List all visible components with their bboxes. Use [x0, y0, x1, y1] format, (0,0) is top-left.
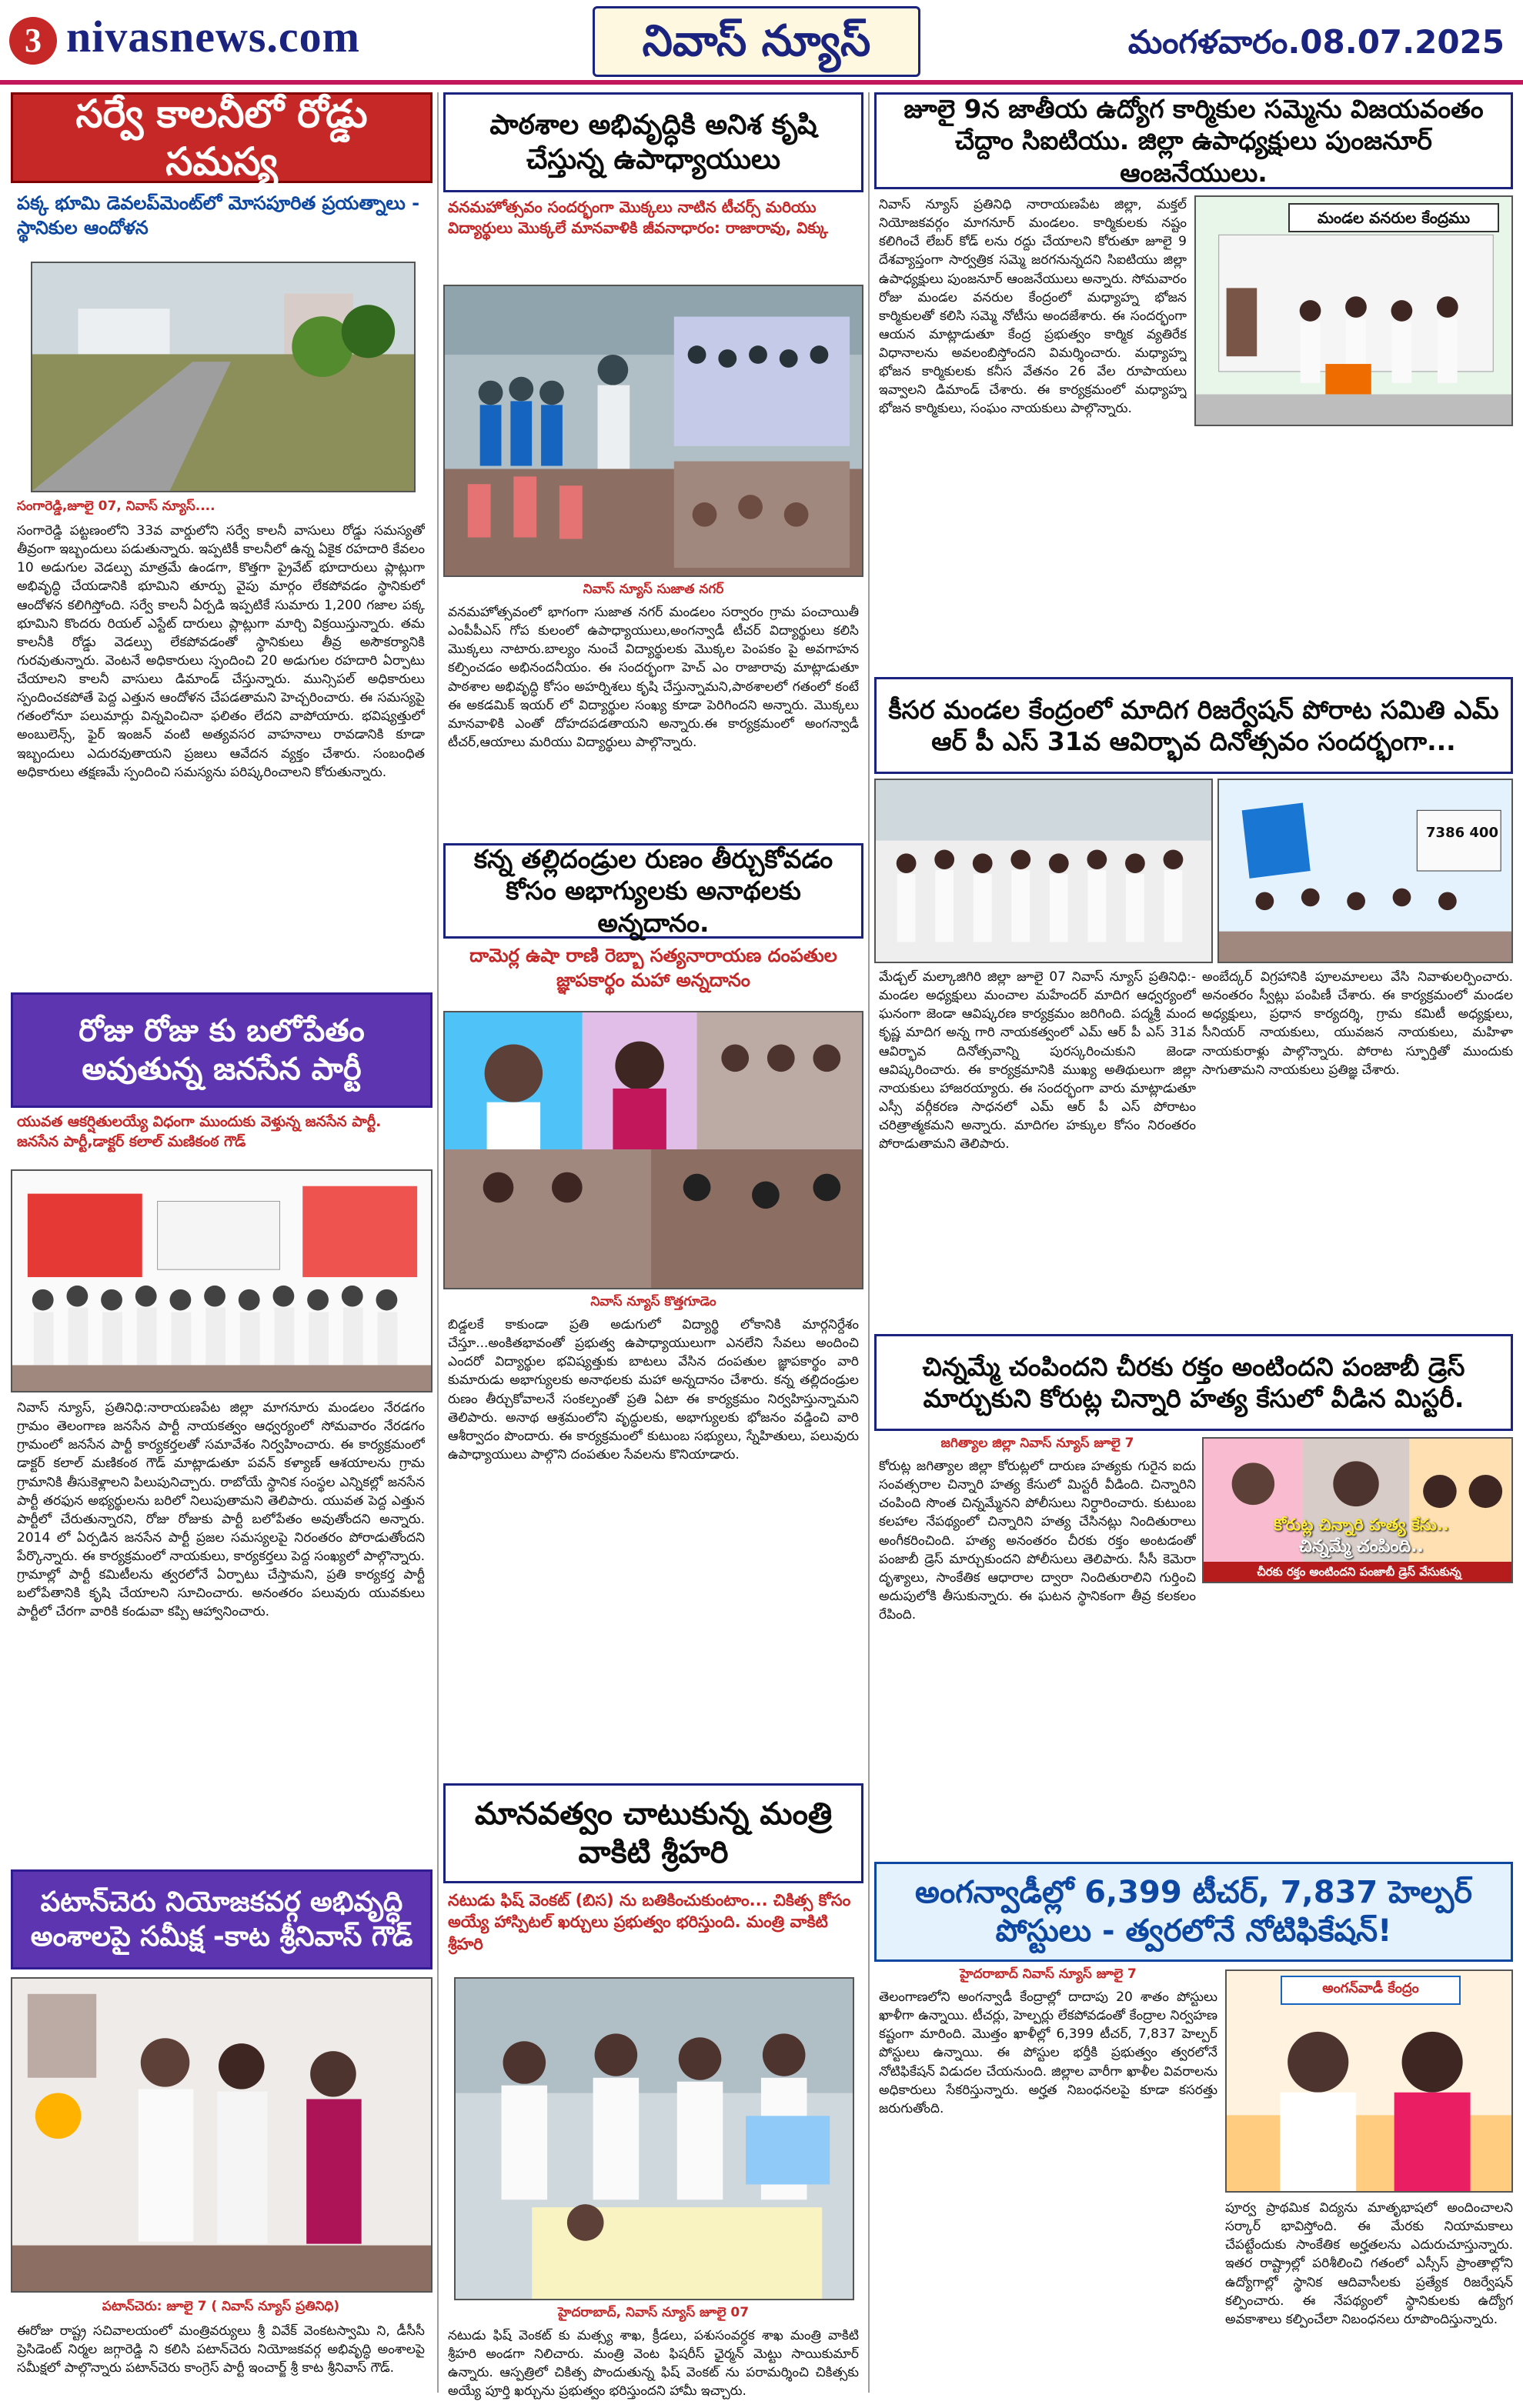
photo-mrps-rally: [1217, 779, 1513, 963]
masthead: [0, 0, 1523, 85]
headline-school-teachers: పాఠశాల అభివృద్ధికి అనిశ కృషి చేస్తున్న ఉపాధ్యాయులు: [443, 92, 863, 192]
dateline-school-teachers: నివాస్ న్యూస్ సుజాత నగర్: [583, 582, 724, 597]
subhead-minister-srihari: నటుడు ఫిష్ వెంకట్ (బిస) ను బతికించుకుంటాం... చికిత్స కోసం అయ్యే హాస్పిటల్ ఖర్చులు ప్రభుత్వం భరిస్తుంది. మంత్రి వాకిటి శ్రీహరి: [448, 1891, 851, 1953]
photo-janasena-rally: [11, 1169, 433, 1392]
headline-janasena: రోజు రోజు కు బలోపేతం అవుతున్న జనసేన పార్టీ: [11, 992, 433, 1108]
article-body-annadanam: బిడ్డలకే కాకుండా ప్రతి అడుగులో విద్యార్థి లోకానికి మార్గనిర్దేశం చేస్తూ...అంకితభావంతో ప్రభుత్వ ఉపాధ్యాయులుగా ఎనలేని సేవలు అందించి ఎందరో విద్యార్థుల భవిష్యత్తుకు బాటలు వేసిన దంపతుల జ్ఞాపకార్థం వారి కుమారుడు అభాగ్యులకు అనాథలకు మహా అన్నదానం చేశారు. కన్న తల్లిదండ్రుల రుణం తీర్చుకోవాలనే సంకల్పంతో ప్రతి ఏటా ఈ కార్యక్రమం నిర్వహిస్తున్నామని తెలిపారు. అనాథ ఆశ్రమంలోని వృద్ధులకు, అభాగ్యులకు భోజనం వడ్డించి వారి ఆశీర్వాదం పొందారు. ఈ కార్యక్రమంలో కుటుంబ సభ్యులు, స్నేహితులు, పలువురు ఉపాధ్యాయులు పాల్గొని దంపతుల సేవలను కొనియాడారు.: [448, 1317, 859, 1462]
subhead-road-problem: పక్క భూమి డెవలప్‌మెంట్‌లో మోసపూరిత ప్రయత్నాలు - స్థానికుల ఆందోళన: [17, 192, 420, 239]
headline-minister-srihari: మానవత్వం చాటుకున్న మంత్రి వాకిటి శ్రీహరి: [443, 1783, 863, 1883]
photo-overlay-dress: చీరకు రక్తం అంటిందని పంజాబీ డ్రెస్ వేసుకున్న: [1204, 1562, 1513, 1582]
photo-mrps-flag-hoisting: [874, 779, 1213, 963]
newspaper-brand-logo: నివాస్ న్యూస్: [593, 6, 920, 77]
photo-koratla-case: [1202, 1437, 1513, 1583]
article-body-janasena: నివాస్ న్యూస్, ప్రతినిధి:నారాయణపేట జిల్లా మాగనూరు మండలం నేరడగం గ్రామం తెలంగాణ జనసేన పార్టీ నాయకత్వం ఆధ్వర్యంలో సోమవారం నేరడగం గ్రామంలో జనసేన పార్టీ కార్యకర్తలతో సమావేశం నిర్వహించారు. ఈ కార్యక్రమంలో డాక్టర్ కలాల్ మణికంఠ గౌడ్ మాట్లాడుతూ పవన్ కళ్యాణ్ ఆశయాలను గ్రామ గ్రామానికి తీసుకెళ్లాలని పిలుపునిచ్చారు. రాబోయే స్థానిక సంస్థల ఎన్నికల్లో జనసేన పార్టీ తరఫున అభ్యర్థులను బరిలో నిలుపుతామని తెలిపారు. యువత పెద్ద ఎత్తున పార్టీలో చేరుతున్నారని, రోజు రోజుకు పార్టీ బలోపేతం అవుతోందని అన్నారు. 2014 లో ఏర్పడిన జనసేన పార్టీ ప్రజల సమస్యలపై నిరంతరం పోరాడుతోందని పేర్కొన్నారు. ఈ కార్యక్రమంలో నాయకులు, కార్యకర్తలు పెద్ద సంఖ్యలో పాల్గొన్నారు. గ్రామాల్లో పార్టీ కమిటీలను త్వరలోనే ఏర్పాటు చేస్తామని, ప్రతి కార్యకర్త పార్టీ బలోపేతానికి కృషి చేయాలని సూచించారు. అనంతరం పలువురు యువకులు పార్టీలో చేరగా వారికి కండువా కప్పి ఆహ్వానించారు.: [17, 1400, 425, 1620]
photo-anganwadi: [1225, 1969, 1513, 2193]
photo-overlay-killed: చిన్నమ్మే చంపింది..: [1299, 1537, 1424, 1556]
article-body-mrps-left: మేడ్చల్ మల్కాజిగిరి జిల్లా జూలై 07 నివాస్ న్యూస్ ప్రతినిధి:-మండల అధ్యక్షులు మంచాల మహేందర్ మాదిగ ఆధ్వర్యంలో ఘనంగా జెండా ఆవిష్కరణ కార్యక్రమం జరిగింది. పద్మశ్రీ మంద కృష్ణ మాదిగ అన్న గారి నాయకత్వంలో ఎమ్ ఆర్ పీ ఎస్ 31వ ఆవిర్భావ దినోత్సవాన్ని పురస్కరించుకుని జెండా ఆవిష్కరించారు. ఈ కార్యక్రమానికి ముఖ్య అతిథులుగా జిల్లా నాయకులు హాజరయ్యారు. ఈ సందర్భంగా వారు మాట్లాడుతూ ఎస్సీ వర్గీకరణ సాధనలో ఎమ్ ఆర్ పీ ఎస్ పోరాటం చరిత్రాత్మకమని అన్నారు. మాదిగల హక్కుల కోసం నిరంతరం పోరాడుతామని తెలిపారు.: [879, 969, 1196, 1152]
photo-school-plantation: [443, 285, 863, 577]
office-signboard: మండల వనరుల కేంద్రము: [1288, 203, 1499, 232]
headline-road-problem: సర్వే కాలనీలో రోడ్డు సమస్య: [11, 92, 433, 183]
headline-strike: జూలై 9న జాతీయ ఉద్యోగ కార్మికుల సమ్మెను విజయవంతం చేద్దాం సిఐటియు. జిల్లా ఉపాధ్యక్షులు పుంజనూర్ ఆంజనేయులు.: [874, 92, 1513, 189]
article-body-mrps-right: అంబేద్కర్ విగ్రహానికి పూలమాలలు వేసి నివాళులర్పించారు. అనంతరం స్వీట్లు పంపిణీ చేశారు. ఈ కార్యక్రమంలో మండల అధ్యక్షులు, ప్రధాన కార్యదర్శి, గ్రామ కమిటీ అధ్యక్షులు, సీనియర్ నాయకులు, యువజన నాయకులు, మహిళా నాయకురాళ్లు పాల్గొన్నారు. పోరాట స్ఫూర్తితో ముందుకు సాగుతామని నాయకులు ప్రతిజ్ఞ చేశారు.: [1202, 969, 1513, 1078]
column-divider: [437, 92, 439, 2393]
article-body-patancheru: ఈరోజు రాష్ట్ర సచివాలయంలో మంత్రివర్యులు శ్రీ వివేక్ వెంకటస్వామి ని, డీసీసీ ప్రెసిడెంట్ నిర్మల జగ్గారెడ్డి ని కలిసి పటాన్‌చెరు నియోజకవర్గ అభివృద్ధి అంశాలపై సమీక్షలో పాల్గొన్నారు పటాన్‌చెరు కాంగ్రెస్ పార్టీ ఇంచార్జ్ శ్రీ కాట శ్రీనివాస్ గౌడ్.: [17, 2323, 425, 2376]
dateline-patancheru: పటాన్‌చెరు: జూలై 7 ( నివాస్ న్యూస్ ప్రతినిధి): [102, 2299, 340, 2314]
photo-strike-notice: [1194, 195, 1513, 426]
article-body-road-problem: సంగారెడ్డి పట్టణంలోని 33వ వార్డులోని సర్వే కాలనీ వాసులు రోడ్డు సమస్యతో తీవ్రంగా ఇబ్బందులు పడుతున్నారు. ఇప్పటికీ కాలనీలో ఉన్న ఏకైక రహదారి కేవలం 10 అడుగుల వెడల్పు మాత్రమే ఉండగా, కొత్తగా ప్రైవేట్ భూదారులు ప్లాట్లుగా అభివృద్ధి చేయడానికి భూమిని తూర్పు వైపు మార్గం లేకపోవడం స్థానికులో ఆందోళన కలిగిస్తోంది. సర్వే కాలనీ ఏర్పడి ఇప్పటికే సుమారు 1,200 గజాల పక్క భూమిని కొందరు రియల్ ఎస్టేట్ దారులు ప్లాట్లుగా మార్చి విక్రయిస్తున్నారు. తమ కాలనీకి రోడ్డు వెడల్పు లేకపోవడంతో స్థానికులు తీవ్ర అసౌకర్యానికి గురవుతున్నారు. వెంటనే అధికారులు స్పందించి 20 అడుగుల రహదారి ఏర్పాటు చేయాలని కాలనీ వాసులు డిమాండ్ చేస్తున్నారు. మున్సిపల్ అధికారులు స్పందించకపోతే పెద్ద ఎత్తున ఆందోళన చేపడతామని హెచ్చరించారు. ఈ సమస్యపై గతంలోనూ పలుమార్లు విన్నవించినా ఫలితం లేదని వాపోయారు. భవిష్యత్తులో అంబులెన్స్, ఫైర్ ఇంజన్ వంటి అత్యవసర వాహనాలు రావడానికి కూడా ఇబ్బందులు ఎదురవుతాయని ప్రజలు ఆవేదన వ్యక్తం చేశారు. సంబంధిత అధికారులు తక్షణమే స్పందించి సమస్యను పరిష్కరించాలని కోరుతున్నారు.: [17, 523, 425, 780]
headline-annadanam: కన్న తల్లిదండ్రుల రుణం తీర్చుకోవడం కోసం అభాగ్యులకు అనాథలకు అన్నదానం.: [443, 843, 863, 939]
page-number: 3: [9, 17, 57, 65]
issue-date: మంగళవారం.08.07.2025: [1127, 23, 1505, 61]
site-name[interactable]: nivasnews.com: [66, 12, 360, 62]
article-body-koratla-mystery: కోరుట్ల జగిత్యాల జిల్లా కోరుట్లలో దారుణ హత్యకు గురైన ఐదు సంవత్సరాల చిన్నారి హత్య కేసులో మిస్టరీ వీడింది. చిన్నారిని చంపింది సొంత చిన్నమ్మేనని పోలీసులు నిర్ధారించారు. కుటుంబ కలహాల నేపథ్యంలో చిన్నారిని హత్య చేసినట్లు నిందితురాలు అంగీకరించింది. హత్య అనంతరం చీరకు రక్తం అంటడంతో పంజాబీ డ్రెస్ మార్చుకుందని పోలీసులు తెలిపారు. సీసీ కెమెరా దృశ్యాలు, సాంకేతిక ఆధారాల ద్వారా నిందితురాలిని గుర్తించి అదుపులోకి తీసుకున్నారు. ఈ ఘటన స్థానికంగా తీవ్ర కలకలం రేపింది.: [879, 1459, 1196, 1623]
article-body-minister-srihari: నటుడు ఫిష్ వెంకట్ కు మత్స్య శాఖ, క్రీడలు, పశుసంవర్ధక శాఖ మంత్రి వాకిటి శ్రీహరి అండగా నిలిచారు. మంత్రి వెంట ఫిషరీస్ ఛైర్మన్ మెట్టు సాయికుమార్ ఉన్నారు. ఆస్పత్రిలో చికిత్స పొందుతున్న ఫిష్ వెంకట్ ను పరామర్శించి చికిత్సకు అయ్యే పూర్తి ఖర్చును ప్రభుత్వం భరిస్తుందని హామీ ఇచ్చారు.: [448, 2328, 859, 2400]
dateline-road-problem: సంగారెడ్డి,జూలై 07, నివాస్ న్యూస్....: [17, 499, 215, 514]
article-body-school-teachers: వనమహోత్సవంలో భాగంగా సుజాత నగర్ మండలం సర్వారం గ్రామ పంచాయితీ ఎంపీపీఎస్ గోప కులంలో ఉపాధ్యాయులు,అంగన్వాడీ టీచర్ విద్యార్థులు కలిసి మొక్కలు నాటారు.బాల్యం నుంచే విద్యార్థులకు మొక్కల పెంపకం పై అవగాహన కల్పించడం అభినందనీయం. ఈ సందర్భంగా హెచ్ ఎం రాజారావు మాట్లాడుతూ పాఠశాల అభివృద్ధి కోసం అహర్నిశలు కృషి చేస్తున్నామని,పాఠశాలలో గతంలో కంటే ఈ అకడమిక్ ఇయర్ లో విద్యార్థుల సంఖ్య కూడా పెరిగిందని అన్నారు. మొక్కలు మానవాళికి ఎంతో దోహదపడతాయని అన్నారు.ఈ కార్యక్రమంలో అంగన్వాడీ టీచర్,ఆయాలు మరియు విద్యార్థులు పాల్గొన్నారు.: [448, 605, 859, 750]
article-body-anganwadi-left: తెలంగాణలోని అంగన్వాడీ కేంద్రాల్లో దాదాపు 20 శాతం పోస్టులు ఖాళీగా ఉన్నాయి. టీచర్లు, హెల్పర్లు లేకపోవడంతో కేంద్రాల నిర్వహణ కష్టంగా మారింది. మొత్తం ఖాళీల్లో 6,399 టీచర్, 7,837 హెల్పర్ పోస్టులు ఉన్నాయి. ఈ పోస్టుల భర్తీకి ప్రభుత్వం త్వరలోనే నోటిఫికేషన్ విడుదల చేయనుంది. జిల్లాల వారీగా ఖాళీల వివరాలను అధికారులు సేకరిస్తున్నారు. అర్హత నిబంధనలపై కూడా కసరత్తు జరుగుతోంది.: [879, 1989, 1217, 2116]
anganwadi-logo-card: అంగన్‌వాడీ కేంద్రం: [1281, 1976, 1461, 2005]
headline-patancheru: పటాన్‌చెరు నియోజకవర్గ అభివృద్ధి అంశాలపై సమీక్ష -కాట శ్రీనివాస్ గౌడ్: [11, 1869, 433, 1969]
dateline-minister-srihari: హైదరాబాద్, నివాస్ న్యూస్ జూలై 07: [557, 2305, 750, 2320]
photo-annadanam: [443, 1011, 863, 1289]
dateline-annadanam: నివాస్ న్యూస్ కొత్తగూడెం: [590, 1294, 716, 1309]
mrps-banner-text: 7386 400: [1426, 825, 1498, 841]
subhead-annadanam: దామెర్ల ఉషా రాణి రెబ్బా సత్యనారాయణ దంపతుల జ్ఞాపకార్థం మహా అన్నదానం: [469, 945, 837, 992]
article-body-anganwadi-right: పూర్వ ప్రాథమిక విద్యను మాతృభాషలో అందించాలని సర్కార్ భావిస్తోంది. ఈ మేరకు నియామకాలు చేపట్టేందుకు సాంకేతిక అర్హతలను ఎదురుచూస్తున్నారు. ఇతర రాష్ట్రాల్లో పరిశీలించి గతంలో ఎస్సీస్ ప్రాంతాల్లోని ఉద్యోగాల్లో స్థానిక ఆదివాసీలకు ప్రత్యేక రిజర్వేషన్ కల్పించారు. ఈ నేపథ్యంలో స్థానికులకు ఉద్యోగ అవకాశాలు కల్పించేలా నిబంధనలు రూపొందిస్తున్నారు.: [1225, 2200, 1513, 2327]
headline-mrps: కీసర మండల కేంద్రంలో మాదిగ రిజర్వేషన్ పోరాట సమితి ఎమ్ ఆర్ పీ ఎస్ 31వ ఆవిర్భావ దినోత్సవం సందర్భంగా...: [874, 677, 1513, 774]
photo-hospital-visit: [454, 1977, 854, 2300]
headline-koratla-mystery: చిన్నమ్మే చంపిందని చీరకు రక్తం అంటిందని పంజాబీ డ్రెస్ మార్చుకుని కోరుట్ల చిన్నారి హత్య కేసులో వీడిన మిస్టరీ.: [874, 1334, 1513, 1431]
subhead-janasena: యువత ఆకర్షితులయ్యే విధంగా ముందుకు వెళ్తున్న జనసేన పార్టీ. జనసేన పార్టీ,డాక్టర్ కలాల్ మణికంఠ గౌడ్: [17, 1113, 382, 1150]
dateline-anganwadi: హైదరాబాద్ నివాస్ న్యూస్ జూలై 7: [960, 1966, 1137, 1982]
photo-overlay-case: కోరుట్ల చిన్నారి హత్య కేసు..: [1274, 1516, 1449, 1534]
photo-road-site: [31, 262, 416, 492]
headline-anganwadi-posts: అంగన్వాడీల్లో 6,399 టీచర్, 7,837 హెల్పర్ పోస్టులు - త్వరలోనే నోటిఫికేషన్!: [874, 1862, 1513, 1962]
article-body-strike: నివాస్ న్యూస్ ప్రతినిధి నారాయణపేట జిల్లా, మక్తల్ నియోజకవర్గం మాగనూర్ మండలం. కార్మికులకు నష్టం కలిగించే లేబర్ కోడ్ లను రద్దు చేయాలని కోరుతూ జూలై 9 దేశవ్యాప్తంగా సార్వత్రిక సమ్మె జరగనున్నదని సిఐటియు జిల్లా ఉపాధ్యక్షులు పుంజనూర్ ఆంజనేయులు అన్నారు. సోమవారం రోజు మండల వనరుల కేంద్రంలో మధ్యాహ్న భోజన కార్మికులతో కలిసి సమ్మె నోటీసు అందజేశారు. ఈ సందర్భంగా ఆయన మాట్లాడుతూ కేంద్ర ప్రభుత్వం కార్మిక వ్యతిరేక విధానాలను అవలంబిస్తోందని విమర్శించారు. మధ్యాహ్న భోజన కార్మికులకు కనీస వేతనం 26 వేల రూపాయలు ఇవ్వాలని డిమాండ్ చేశారు. ఈ కార్యక్రమంలో మధ్యాహ్న భోజన కార్మికులు, సంఘం నాయకులు పాల్గొన్నారు.: [879, 197, 1187, 417]
masthead-rule: [0, 80, 1523, 85]
dateline-koratla-mystery: జగిత్యాల జిల్లా నివాస్ న్యూస్ జూలై 7: [940, 1436, 1134, 1451]
column-divider: [868, 92, 870, 2393]
subhead-school-teachers: వనమహోత్సవం సందర్భంగా మొక్కలు నాటిన టీచర్స్ మరియు విద్యార్థులు మొక్కలే మానవాళికి జీవనాధారం: రాజారావు, విక్కు: [448, 198, 829, 237]
photo-patancheru-meeting: [11, 1977, 433, 2293]
